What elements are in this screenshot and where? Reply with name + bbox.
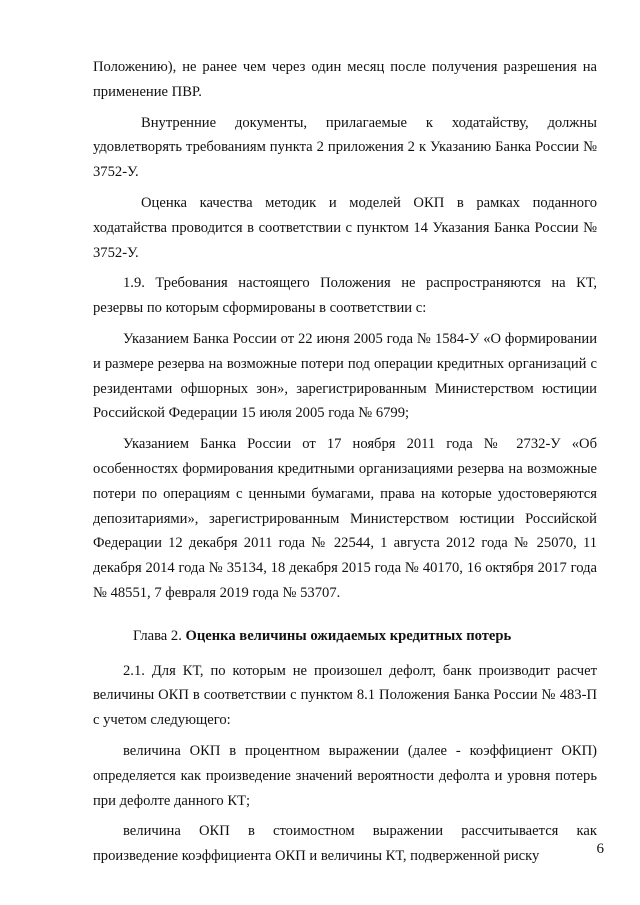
chapter-title: Оценка величины ожидаемых кредитных потерь <box>185 627 512 644</box>
document-body <box>93 55 597 869</box>
paragraph-internal-documents: Внутренние документы, прилагаемые к ходатайству, должны удовлетворять требованиям пункта 2 приложения 2 к Указанию Банка России № 3752-У. <box>93 114 597 181</box>
paragraph-okp-value: величина ОКП в стоимостном выражении рассчитывается как произведение коэффициента ОКП и величины КТ, подверженной риску <box>93 823 597 865</box>
paragraph-2-1: 2.1. Для КТ, по которым не произошел дефолт, банк производит расчет величины ОКП в соответствии с пунктом 8.1 Положения Банка России № 483-П с учетом следующего: <box>93 662 597 729</box>
chapter-heading <box>93 624 597 649</box>
paragraph-1-9: 1.9. Требования настоящего Положения не распространяются на КТ, резервы по которым сформированы в соответствии с: <box>93 275 597 317</box>
paragraph-okp-percent: величина ОКП в процентном выражении (далее - коэффициент ОКП) определяется как произведение значений вероятности дефолта и уровня потерь при дефолте данного КТ; <box>93 742 597 809</box>
page-number: 6 <box>596 841 604 857</box>
chapter-prefix: Глава 2. <box>133 627 186 644</box>
paragraph-decree-1584: Указанием Банка России от 22 июня 2005 года № 1584-У «О формировании и размере резерва на возможные потери под операции кредитных организаций с резидентами офшорных зон», зарегистрированным Министерством юстиции Российской Федерации 15 июля 2005 года № 6799; <box>93 330 597 422</box>
paragraph-decree-2732: Указанием Банка России от 17 ноября 2011 года № 2732-У «Об особенностях формирования кредитными организациями резерва на возможные потери по операциям с ценными бумагами, права на которые удостоверяются депозитариями», зарегистрированным Министерством юстиции Российской Федерации 12 декабря 2011 года № 22544, 1 августа 2012 года № 25070, 11 декабря 2014 года № 35134, 18 декабря 2015 года № 40170, 16 октября 2017 года № 48551, 7 февраля 2019 года № 53707. <box>93 436 597 601</box>
paragraph-continuation: Положению), не ранее чем через один месяц после получения разрешения на применение ПВР. <box>93 59 597 100</box>
paragraph-okp-assessment: Оценка качества методик и моделей ОКП в рамках поданного ходатайства проводится в соответствии с пунктом 14 Указания Банка России № 3752-У. <box>93 194 597 261</box>
